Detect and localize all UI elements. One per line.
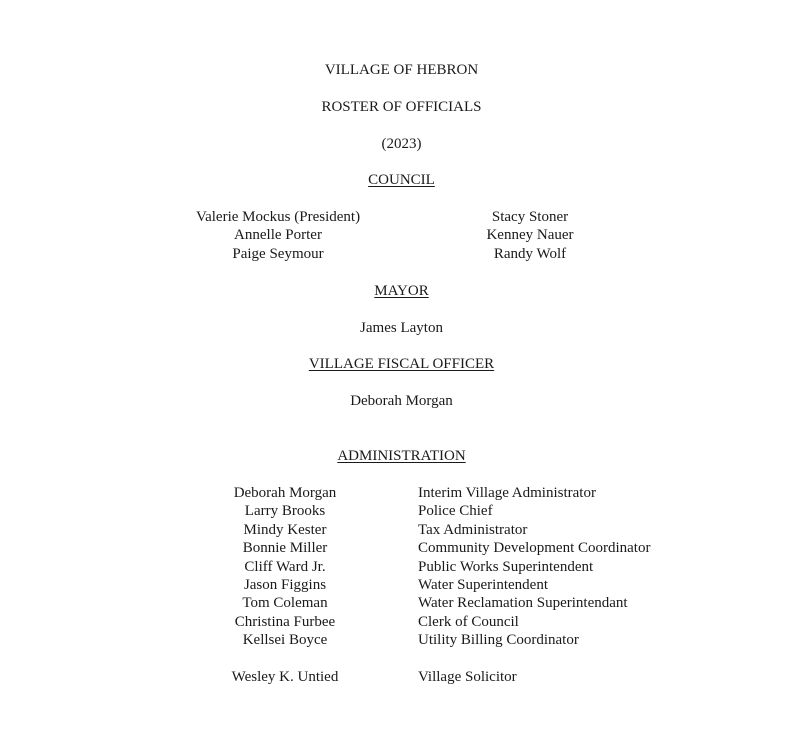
mayor-heading: MAYOR	[374, 283, 429, 299]
solicitor-title: Village Solicitor	[418, 669, 517, 685]
admin-name: Jason Figgins	[243, 576, 327, 593]
admin-name: Larry Brooks	[244, 503, 326, 520]
admin-name: Mindy Kester	[243, 521, 327, 538]
document-subtitle: ROSTER OF OFFICIALS	[321, 99, 482, 115]
admin-title: Community Development Coordinator	[418, 540, 651, 557]
document-title: VILLAGE OF HEBRON	[324, 62, 479, 78]
admin-name: Deborah Morgan	[233, 485, 337, 501]
solicitor-name: Wesley K. Untied	[231, 669, 339, 685]
admin-title: Utility Billing Coordinator	[418, 632, 579, 649]
council-member: Stacy Stoner	[491, 209, 569, 225]
admin-names-column	[210, 484, 360, 650]
council-member: Annelle Porter	[234, 227, 322, 244]
council-heading: COUNCIL	[368, 172, 435, 188]
document-year: (2023)	[381, 136, 422, 152]
admin-title: Water Superintendent	[418, 576, 548, 593]
admin-title: Interim Village Administrator	[418, 485, 596, 501]
council-member: Valerie Mockus (President)	[195, 209, 361, 225]
fiscal-officer-name: Deborah Morgan	[350, 393, 453, 409]
council-member: Randy Wolf	[493, 245, 567, 262]
admin-title: Tax Administrator	[418, 521, 528, 538]
council-left-column	[178, 208, 378, 263]
admin-name: Bonnie Miller	[242, 540, 328, 557]
admin-title: Water Reclamation Superintendant	[418, 595, 628, 612]
admin-title: Public Works Superintendent	[418, 558, 594, 575]
fiscal-officer-heading: VILLAGE FISCAL OFFICER	[308, 356, 495, 372]
admin-name: Christina Furbee	[234, 613, 336, 630]
council-member: Paige Seymour	[232, 245, 324, 262]
admin-titles-column	[418, 484, 718, 650]
admin-title: Clerk of Council	[418, 613, 519, 630]
mayor-name: James Layton	[360, 320, 443, 336]
admin-name: Cliff Ward Jr.	[244, 558, 326, 575]
council-right-column	[440, 208, 620, 263]
administration-heading: ADMINISTRATION	[337, 448, 466, 464]
council-member: Kenney Nauer	[486, 227, 574, 244]
admin-name: Tom Coleman	[242, 595, 328, 612]
admin-title: Police Chief	[418, 503, 493, 520]
admin-name: Kellsei Boyce	[242, 632, 328, 649]
